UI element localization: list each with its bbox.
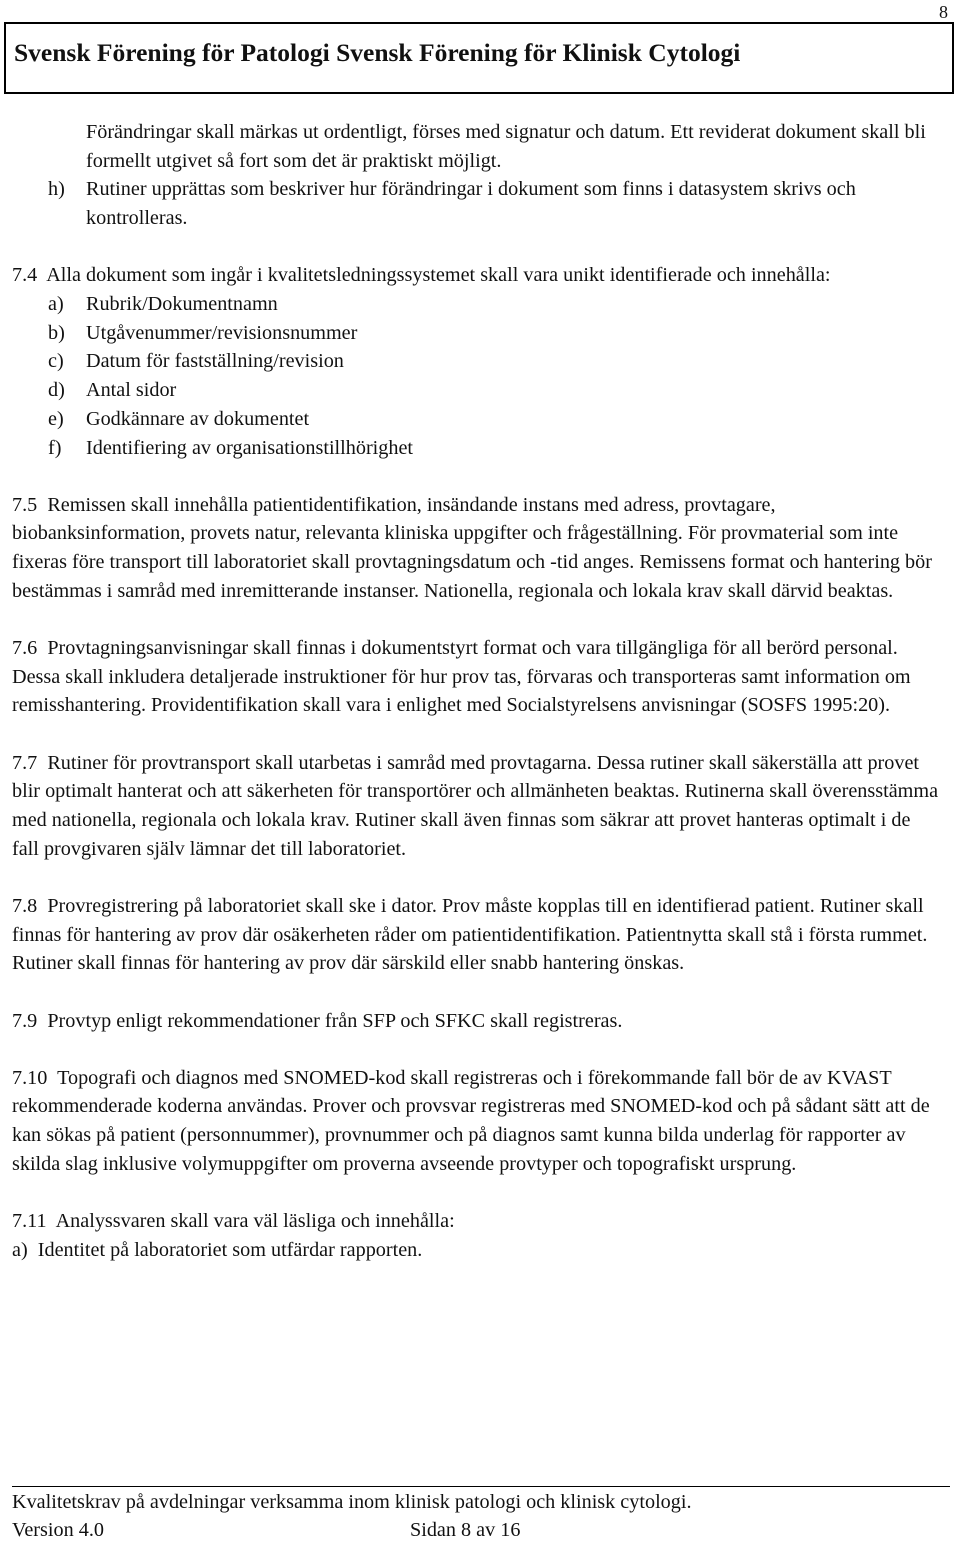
footer-divider bbox=[12, 1486, 950, 1487]
list-text: Identifiering av organisationstillhörighet bbox=[86, 436, 414, 459]
list-marker: h) bbox=[48, 178, 65, 201]
header-title: Svensk Förening för Patologi Svensk Förening för Klinisk Cytologi bbox=[14, 38, 741, 67]
list-text: Antal sidor bbox=[86, 379, 177, 402]
section-number: 7.8 bbox=[12, 894, 38, 917]
section-number: 7.11 bbox=[12, 1210, 47, 1233]
list-item bbox=[12, 347, 942, 376]
list-item bbox=[12, 290, 942, 319]
list-text: Utgåvenummer/revisionsnummer bbox=[86, 321, 358, 344]
section-number: 7.7 bbox=[12, 751, 38, 774]
section-text: Topografi och diagnos med SNOMED-kod skall registreras och i förekommande fall bör de av KVAST rekommenderade koderna användas. Prover och provsvar registreras med SNOMED-kod och på sådant sätt att de kan sökas på patient (personnummer), provnummer och på diagnos samt kunna bilda underlag för rapporter av skilda slag inklusive volymuppgifter om proverna avseende provtyper och topografiskt ursprung. bbox=[12, 1066, 930, 1175]
section-number: 7.6 bbox=[12, 637, 38, 660]
section-text: Provtyp enligt rekommendationer från SFP och SFKC skall registreras. bbox=[47, 1009, 623, 1032]
list-item bbox=[12, 1236, 942, 1265]
list-marker: a) bbox=[12, 1238, 28, 1261]
list-marker: a) bbox=[48, 293, 64, 316]
section-number: 7.4 bbox=[12, 264, 38, 287]
section-7-7 bbox=[12, 749, 942, 864]
section-7-5 bbox=[12, 491, 942, 606]
section-7-11 bbox=[12, 1207, 942, 1236]
list-marker: f) bbox=[48, 436, 62, 459]
section-number: 7.10 bbox=[12, 1066, 48, 1089]
footer-row bbox=[12, 1516, 950, 1544]
section-text: Analyssvaren skall vara väl läsliga och innehålla: bbox=[55, 1210, 455, 1233]
list-marker: b) bbox=[48, 321, 65, 344]
section-text: Alla dokument som ingår i kvalitetsledningssystemet skall vara unikt identifierade och innehålla: bbox=[46, 264, 831, 287]
section-text: Rutiner för provtransport skall utarbetas i samråd med provtagarna. Dessa rutiner skall säkerställa att provet blir optimalt hanterat och att säkerheten för transportörer och allmänheten beaktas. Rutinerna skall överensstämma med nationella, regionala och lokala krav. Rutiner skall även finnas som säkrar att provet hanteras optimalt i de fall provgivaren själv lämnar det till laboratoriet. bbox=[12, 751, 939, 860]
section-number: 7.9 bbox=[12, 1009, 38, 1032]
page-number: 8 bbox=[939, 2, 948, 22]
list-text: Godkännare av dokumentet bbox=[86, 407, 310, 430]
document-body bbox=[12, 118, 942, 1265]
list-marker: c) bbox=[48, 350, 64, 373]
list-item bbox=[12, 376, 942, 405]
list-text: Datum för fastställning/revision bbox=[86, 350, 344, 373]
section-7-6 bbox=[12, 634, 942, 720]
list-text: Rutiner upprättas som beskriver hur förändringar i dokument som finns i datasystem skrivs och kontrolleras. bbox=[86, 178, 856, 230]
section-text: Provtagningsanvisningar skall finnas i dokumentstyrt format och vara tillgängliga för all berörd personal. Dessa skall inkludera detaljerade instruktioner för hur prov tas, förvaras och transporteras samt information om remisshantering. Providentifikation skall vara i enlighet med Socialstyrelsens anvisningar (SOSFS 1995:20). bbox=[12, 637, 911, 717]
section-7-10 bbox=[12, 1064, 942, 1179]
section-7-9 bbox=[12, 1007, 942, 1036]
footer-version: Version 4.0 bbox=[12, 1519, 104, 1541]
list-item bbox=[12, 319, 942, 348]
list-marker: d) bbox=[48, 379, 65, 402]
page-footer bbox=[12, 1488, 950, 1544]
page-header bbox=[4, 22, 954, 94]
footer-title: Kvalitetskrav på avdelningar verksamma inom klinisk patologi och klinisk cytologi. bbox=[12, 1491, 692, 1513]
list-item bbox=[12, 434, 942, 463]
list-text: Identitet på laboratoriet som utfärdar rapporten. bbox=[37, 1238, 423, 1261]
section-number: 7.5 bbox=[12, 493, 38, 516]
section-7-4 bbox=[12, 261, 942, 290]
list-item-h bbox=[12, 175, 942, 232]
section-text: Remissen skall innehålla patientidentifikation, insändande instans med adress, provtagare, biobanksinformation, provets natur, relevanta kliniska uppgifter och frågeställning. För provmaterial som inte fixeras före transport till laboratoriet skall provtagningsdatum och -tid anges. Remissens format och hantering bör bestämmas i samråd med inremitterande instanser. Nationella, regionala och lokala krav skall därvid beaktas. bbox=[12, 493, 932, 602]
list-text: Rubrik/Dokumentnamn bbox=[86, 293, 278, 316]
continuation-paragraph: Förändringar skall märkas ut ordentligt, förses med signatur och datum. Ett reviderat dokument skall bli formellt utgivet så fort som det är praktiskt möjligt. bbox=[86, 121, 926, 172]
section-text: Provregistrering på laboratoriet skall ske i dator. Prov måste kopplas till en identifierad patient. Rutiner skall finnas för hantering av prov där osäkerheten råder om patientidentifikation. Patientnytta skall stå i första rummet. Rutiner skall finnas för hantering av prov där särskild eller snabb hantering önskas. bbox=[12, 894, 928, 975]
footer-page: Sidan 8 av 16 bbox=[410, 1519, 521, 1541]
section-7-8 bbox=[12, 892, 942, 978]
list-item bbox=[12, 405, 942, 434]
list-marker: e) bbox=[48, 407, 64, 430]
